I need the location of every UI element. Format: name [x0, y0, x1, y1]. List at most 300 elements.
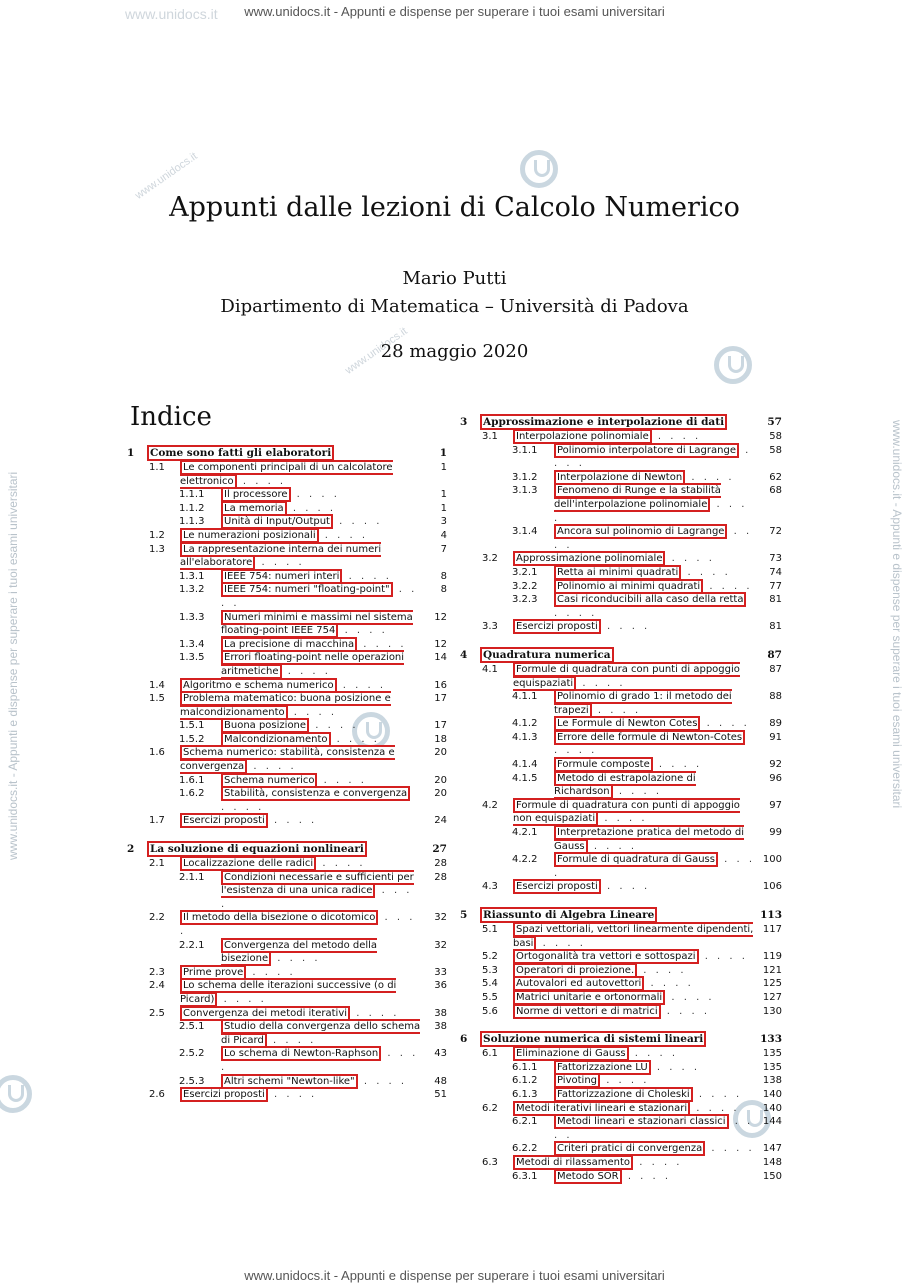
toc-entry-page: 7 [440, 543, 447, 555]
toc-entry[interactable] [127, 515, 447, 529]
toc-entry[interactable] [460, 826, 782, 853]
toc-entry-text-wrapper [221, 611, 421, 638]
toc-entry-text-wrapper [180, 746, 421, 773]
toc-leader-dots: . . . . [598, 813, 648, 825]
toc-entry-number: 4.1 [482, 663, 498, 675]
toc-entry-page: 140 [762, 1102, 782, 1114]
toc-entry-text-wrapper [180, 814, 421, 828]
toc-entry-title[interactable]: Numeri minimi e massimi nel sistema floating-point IEEE 754 [221, 611, 413, 637]
toc-entry[interactable] [460, 923, 782, 950]
toc-leader-dots: . . . . [644, 978, 694, 990]
toc-entry-title[interactable]: Convergenza del metodo della bisezione [221, 939, 378, 965]
toc-leader-dots: . . . . [660, 1005, 711, 1017]
toc-entry-page: 140 [762, 1088, 782, 1100]
toc-entry[interactable] [127, 1075, 447, 1089]
toc-leader-dots: . . . . [698, 951, 748, 963]
toc-entry-page: 81 [769, 594, 782, 606]
toc-entry-page: 28 [434, 858, 447, 870]
toc-entry-text-wrapper [554, 758, 756, 772]
toc-entry-number: 1.6 [149, 747, 165, 759]
toc-entry-title[interactable]: Metodo di estrapolazione di Richardson [554, 772, 696, 798]
toc-entry[interactable] [460, 1156, 782, 1170]
toc-entry-text-wrapper [554, 1074, 756, 1088]
toc-entry-number: 1.1 [149, 462, 165, 473]
toc-entry-title[interactable]: Norme di vettori e di matrici [513, 1004, 661, 1019]
toc-entry-page: 1 [440, 489, 447, 501]
toc-entry-page: 20 [434, 747, 447, 759]
toc-entry-page: 16 [434, 679, 447, 691]
toc-entry[interactable] [460, 1074, 782, 1088]
toc-entry[interactable] [127, 611, 447, 638]
toc-entry-title[interactable]: Malcondizionamento [221, 732, 331, 747]
toc-leader-dots: . . . . [633, 1156, 683, 1168]
toc-entry-title[interactable]: Ancora sul polinomio di Lagrange [554, 524, 727, 539]
toc-entry-title[interactable]: Formule di quadratura con punti di appoggio equispaziati [513, 663, 740, 689]
toc-entry-number: 4.1.3 [512, 731, 538, 743]
toc-entry-text-wrapper [513, 991, 756, 1005]
toc-entry-page: 8 [440, 584, 447, 596]
toc-entry-number: 1.1.3 [179, 516, 205, 528]
toc-entry-number: 2.5 [149, 1007, 165, 1019]
toc-entry-page: 121 [762, 964, 782, 976]
toc-entry-title[interactable]: Localizzazione delle radici [180, 856, 316, 871]
toc-entry-page: 62 [769, 471, 782, 483]
toc-entry-number: 2.1.1 [179, 871, 205, 883]
toc-entry[interactable] [460, 1115, 782, 1142]
toc-entry-page: 36 [434, 980, 447, 992]
toc-entry-text-wrapper [513, 1156, 756, 1170]
toc-entry-number: 3.2.2 [512, 580, 538, 592]
watermark-right-side: www.unidocs.it - Appunti e dispense per superare i tuoi esami universitari [890, 420, 904, 809]
toc-entry-title[interactable]: Operatori di proiezione. [513, 963, 637, 978]
toc-entry-title[interactable]: IEEE 754: numeri "floating-point" [221, 582, 393, 597]
toc-entry-text-wrapper [480, 648, 756, 663]
toc-entry-title[interactable]: Come sono fatti gli elaboratori [147, 445, 334, 461]
toc-entry-title[interactable]: Esercizi proposti [180, 813, 268, 828]
watermark-logo-icon [520, 150, 558, 188]
toc-entry-title[interactable]: Esercizi proposti [513, 879, 601, 894]
toc-leader-dots: . . . . [221, 885, 413, 910]
toc-entry[interactable] [127, 814, 447, 828]
toc-entry-title[interactable]: Prime prove [180, 965, 246, 980]
toc-entry-number: 4.1.5 [512, 772, 538, 784]
toc-entry-number: 3.1.3 [512, 485, 538, 497]
toc-leader-dots: . . . . [700, 718, 750, 730]
toc-entry-title[interactable]: La precisione di macchina [221, 637, 357, 652]
toc-leader-dots: . . . . [309, 720, 359, 732]
toc-entry-number: 5.1 [482, 924, 498, 935]
toc-entry-page: 73 [769, 553, 782, 565]
toc-entry-title[interactable]: Metodi di rilassamento [513, 1155, 633, 1170]
toc-entry-text-wrapper [513, 620, 756, 634]
toc-leader-dots: . . . . [600, 881, 651, 893]
toc-entry[interactable] [460, 1047, 782, 1061]
toc-entry-number: 1.7 [149, 815, 165, 827]
toc-entry[interactable] [460, 690, 782, 717]
toc-entry[interactable] [460, 525, 782, 552]
toc-entry-number: 2.5.1 [179, 1021, 205, 1033]
toc-entry-title[interactable]: La rappresentazione interna dei numeri all'elaboratore [180, 543, 382, 569]
toc-entry[interactable] [127, 583, 447, 610]
toc-leader-dots: . . . . [336, 679, 387, 691]
toc-entry-text-wrapper [513, 1047, 756, 1061]
toc-entry[interactable] [460, 566, 782, 580]
toc-entry-text-wrapper [180, 979, 421, 1006]
toc-entry-page: 96 [769, 772, 782, 784]
toc-entry-number: 2.3 [149, 966, 165, 978]
toc-entry-page: 20 [434, 788, 447, 800]
toc-entry[interactable] [460, 950, 782, 964]
toc-entry-title[interactable]: Unità di Input/Output [221, 514, 333, 529]
toc-entry-title[interactable]: Le Formule di Newton Cotes [554, 716, 700, 731]
toc-entry-page: 38 [434, 1021, 447, 1033]
toc-entry-number: 1.3.2 [179, 584, 205, 596]
author-affiliation: Dipartimento di Matematica – Università di Padova [220, 296, 689, 317]
toc-entry-title[interactable]: Eliminazione di Gauss [513, 1046, 629, 1061]
toc-entry-text-wrapper [513, 663, 756, 690]
toc-leader-dots: . . . . [217, 993, 267, 1005]
toc-entry-title[interactable]: Polinomio ai minimi quadrati [554, 579, 703, 594]
toc-entry-number: 4.2 [482, 799, 498, 811]
toc-entry[interactable] [460, 731, 782, 758]
author-name: Mario Putti [402, 268, 507, 289]
toc-entry-title[interactable]: Pivoting [554, 1073, 600, 1088]
toc-entry[interactable] [127, 842, 447, 857]
toc-entry-page: 148 [762, 1156, 782, 1168]
toc-leader-dots: . . . . [221, 584, 418, 609]
toc-entry-text-wrapper [221, 515, 421, 529]
toc-entry-page: 87 [769, 663, 782, 675]
toc-entry-page: 20 [434, 774, 447, 786]
toc-entry-text-wrapper [513, 799, 756, 826]
toc-entry-number: 3.2.1 [512, 566, 538, 578]
toc-entry[interactable] [460, 991, 782, 1005]
toc-entry[interactable] [127, 787, 447, 814]
toc-entry-text-wrapper [180, 529, 421, 543]
toc-entry-title[interactable]: Formule di quadratura con punti di appoggio non equispaziati [513, 799, 740, 825]
toc-entry-text-wrapper [554, 593, 756, 620]
toc-entry-number: 1.3.3 [179, 611, 205, 623]
toc-entry-number: 1.6.1 [179, 774, 205, 786]
document-date: 28 maggio 2020 [380, 341, 529, 362]
toc-entry-title[interactable]: Casi riconducibili alla caso della retta [554, 592, 746, 607]
toc-entry-text-wrapper [513, 880, 756, 894]
toc-entry[interactable] [127, 719, 447, 733]
toc-entry-page: 1 [439, 447, 447, 459]
toc-leader-dots: . . . . [554, 1116, 754, 1141]
toc-entry[interactable] [460, 1088, 782, 1102]
toc-leader-dots: . . . . [612, 786, 663, 798]
toc-entry-page: 1 [440, 502, 447, 514]
toc-entry-number: 1 [127, 447, 135, 459]
toc-entry[interactable] [460, 1170, 782, 1184]
toc-leader-dots: . . . . [317, 774, 367, 786]
toc-entry-title[interactable]: Esercizi proposti [513, 619, 601, 634]
toc-entry[interactable] [127, 488, 447, 502]
toc-entry-text-wrapper [513, 1005, 756, 1019]
toc-entry[interactable] [460, 908, 782, 923]
toc-entry-number: 2 [127, 843, 135, 856]
toc-entry[interactable] [127, 1020, 447, 1047]
toc-entry-title[interactable]: Problema matematico: buona posizione e malcondizionamento [180, 693, 391, 718]
toc-entry-title[interactable]: Polinomio interpolatore di Lagrange [554, 443, 739, 458]
toc-entry-text-wrapper [554, 1142, 756, 1156]
toc-entry-title[interactable]: Studio della convergenza dello schema di Picard [221, 1021, 421, 1046]
watermark-logo-icon [0, 1075, 32, 1113]
toc-entry[interactable] [460, 1061, 782, 1075]
toc-entry-number: 1.2 [149, 529, 165, 541]
toc-entry[interactable] [127, 446, 447, 461]
toc-entry-title[interactable]: La soluzione di equazioni nonlineari [147, 841, 367, 857]
toc-entry-text-wrapper [180, 911, 421, 938]
toc-entry-title[interactable]: Riassunto di Algebra Lineare [480, 907, 657, 923]
toc-leader-dots: . . . . [665, 991, 715, 1003]
toc-entry-title[interactable]: Criteri pratici di convergenza [554, 1141, 705, 1156]
toc-leader-dots: . . . . [705, 1143, 755, 1155]
toc-entry[interactable] [127, 871, 447, 912]
toc-entry[interactable] [460, 484, 782, 525]
toc-entry[interactable] [460, 663, 782, 690]
toc-entry-number: 2.1 [149, 858, 165, 870]
toc-entry[interactable] [127, 543, 447, 570]
toc-entry-text-wrapper [221, 871, 421, 912]
toc-entry-title[interactable]: Fenomeno di Runge e la stabilità dell'interpolazione polinomiale [554, 485, 721, 510]
toc-entry-text-wrapper [221, 583, 421, 610]
toc-entry-page: 130 [762, 1005, 782, 1017]
toc-entry-number: 1.1.1 [179, 489, 205, 501]
toc-entry-number: 6.2.1 [512, 1116, 538, 1128]
toc-entry-title[interactable]: Interpretazione pratica del metodo di Gauss [554, 827, 744, 852]
toc-entry-title[interactable]: Il metodo della bisezione o dicotomico [180, 910, 378, 925]
toc-entry-title[interactable]: Convergenza dei metodi iterativi [180, 1006, 350, 1021]
toc-entry-title[interactable]: Errori floating-point nelle operazioni aritmetiche [221, 652, 405, 677]
toc-entry-page: 18 [434, 733, 447, 745]
toc-entry-title[interactable]: Altri schemi "Newton-like" [221, 1074, 358, 1089]
toc-entry[interactable] [460, 444, 782, 471]
toc-entry-title[interactable]: Metodi lineari e stazionari classici [554, 1114, 729, 1129]
toc-entry-title[interactable]: Lo schema delle iterazioni successive (o di Picard) [180, 980, 397, 1005]
toc-entry-page: 89 [769, 718, 782, 730]
toc-entry[interactable] [127, 857, 447, 871]
toc-entry-number: 1.6.2 [179, 788, 205, 800]
toc-entry[interactable] [127, 1088, 447, 1102]
toc-entry-page: 17 [434, 693, 447, 705]
toc-leader-dots: . . . . [267, 1089, 318, 1101]
toc-entry-title[interactable]: Stabilità, consistenza e convergenza [221, 786, 410, 801]
toc-entry-title[interactable]: Schema numerico [221, 773, 317, 788]
toc-entry-title[interactable]: Interpolazione polinomiale [513, 429, 652, 444]
toc-entry[interactable] [127, 939, 447, 966]
toc-entry-number: 6.2.2 [512, 1143, 538, 1155]
toc-entry-number: 3 [460, 416, 468, 428]
toc-entry-number: 5.2 [482, 951, 498, 963]
toc-entry-title[interactable]: Le numerazioni posizionali [180, 528, 319, 543]
toc-entry-text-wrapper [554, 566, 756, 580]
toc-entry-title[interactable]: Buona posizione [221, 718, 309, 733]
toc-entry-title[interactable]: Quadratura numerica [480, 647, 614, 663]
toc-entry-page: 14 [434, 652, 447, 664]
toc-entry-text-wrapper [513, 552, 756, 566]
toc-leader-dots: . . . . [221, 801, 265, 813]
toc-leader-dots: . . . . [536, 937, 586, 949]
toc-entry-text-wrapper [180, 692, 421, 719]
toc-entry-title[interactable]: Fattorizzazione LU [554, 1060, 651, 1075]
toc-leader-dots: . . . . [290, 489, 340, 501]
toc-entry-text-wrapper [554, 731, 756, 758]
watermark-ghost: www.unidocs.it [133, 150, 200, 202]
toc-entry[interactable] [460, 1142, 782, 1156]
toc-entry-title[interactable]: Formule di quadratura di Gauss [554, 852, 718, 867]
toc-entry-title[interactable]: Metodo SOR [554, 1169, 622, 1184]
toc-entry[interactable] [460, 620, 782, 634]
toc-entry-title[interactable]: IEEE 754: numeri interi [221, 569, 342, 584]
toc-leader-dots: . . . . [650, 1061, 701, 1073]
toc-entry[interactable] [460, 758, 782, 772]
toc-entry-text-wrapper [554, 1115, 756, 1142]
toc-entry-text-wrapper [221, 719, 421, 733]
toc-entry[interactable] [460, 717, 782, 731]
toc-entry-title[interactable]: Spazi vettoriali, vettori linearmente dipendenti, basi [513, 924, 754, 949]
toc-entry-page: 135 [762, 1061, 782, 1073]
toc-entry-title[interactable]: Polinomio di grado 1: il metodo dei trapezi [554, 691, 732, 716]
toc-leader-dots: . . . . [652, 759, 703, 771]
toc-entry[interactable] [460, 552, 782, 566]
watermark-top: www.unidocs.it - Appunti e dispense per superare i tuoi esami universitari [244, 4, 665, 19]
toc-entry[interactable] [460, 799, 782, 826]
toc-entry-page: 33 [434, 966, 447, 978]
toc-leader-dots: . . . . [316, 858, 366, 870]
toc-entry-page: 51 [434, 1089, 447, 1101]
toc-entry-text-wrapper [147, 842, 421, 857]
toc-entry-title[interactable]: Algoritmo e schema numerico [180, 678, 337, 693]
toc-entry-title[interactable]: Approssimazione e interpolazione di dati [480, 414, 727, 430]
toc-entry-title[interactable]: Fattorizzazione di Choleski [554, 1087, 693, 1102]
toc-entry-text-wrapper [221, 1047, 421, 1074]
toc-entry-text-wrapper [513, 923, 756, 950]
toc-entry-page: 8 [440, 570, 447, 582]
toc-entry[interactable] [460, 772, 782, 799]
toc-entry-text-wrapper [554, 717, 756, 731]
toc-entry[interactable] [460, 1032, 782, 1047]
toc-entry-page: 4 [440, 529, 447, 541]
watermark-ghost: www.unidocs.it [343, 325, 410, 377]
toc-entry[interactable] [127, 651, 447, 678]
toc-entry-page: 117 [762, 924, 782, 935]
toc-entry-title[interactable]: Lo schema di Newton-Raphson [221, 1046, 381, 1061]
toc-entry[interactable] [460, 1005, 782, 1019]
toc-entry-text-wrapper [554, 484, 756, 525]
toc-entry-title[interactable]: Autovalori ed autovettori [513, 976, 644, 991]
toc-entry-number: 5.4 [482, 978, 498, 990]
toc-entry-number: 6.1 [482, 1048, 498, 1060]
toc-entry-number: 3.2.3 [512, 594, 538, 606]
toc-entry[interactable] [460, 648, 782, 663]
toc-entry[interactable] [460, 853, 782, 880]
toc-entry-number: 3.1 [482, 431, 498, 442]
toc-entry-page: 138 [762, 1075, 782, 1087]
toc-leader-dots: . . . . [350, 1007, 400, 1019]
toc-entry-text-wrapper [221, 787, 421, 814]
toc-entry-title[interactable]: Condizioni necessarie e sufficienti per l'esistenza di una unica radice [221, 871, 414, 897]
toc-entry-number: 2.6 [149, 1089, 165, 1101]
toc-entry-page: 77 [769, 580, 782, 592]
toc-leader-dots: . . . . [692, 1088, 743, 1100]
toc-entry[interactable] [127, 461, 447, 488]
toc-entry[interactable] [460, 977, 782, 991]
toc-entry-title[interactable]: Il processore [221, 487, 291, 502]
toc-entry-title[interactable]: Metodi iterativi lineari e stazionari [513, 1101, 690, 1116]
toc-entry[interactable] [127, 979, 447, 1006]
toc-entry-page: 144 [762, 1116, 782, 1128]
toc-entry[interactable] [460, 593, 782, 620]
toc-entry-text-wrapper [180, 461, 421, 488]
toc-entry-title[interactable]: La memoria [221, 501, 287, 516]
toc-entry[interactable] [127, 692, 447, 719]
toc-entry-title[interactable]: Schema numerico: stabilità, consistenza e convergenza [180, 747, 395, 773]
toc-entry-title[interactable]: Esercizi proposti [180, 1087, 268, 1102]
toc-entry-title[interactable]: Approssimazione polinomiale [513, 551, 665, 566]
toc-entry-title[interactable]: Formule composte [554, 757, 653, 772]
toc-leader-dots: . . . . [554, 526, 753, 551]
toc-entry[interactable] [460, 430, 782, 444]
toc-entry-page: 97 [769, 799, 782, 811]
toc-entry-title[interactable]: Retta ai minimi quadrati [554, 565, 681, 580]
toc-entry-text-wrapper [221, 1020, 421, 1047]
toc-entry-title[interactable]: Errore delle formule di Newton-Cotes [554, 730, 745, 745]
toc-entry-number: 1.1.2 [179, 502, 205, 514]
toc-entry-title[interactable]: Le componenti principali di un calcolatore elettronico [180, 462, 393, 487]
watermark-ghost: www.unidocs.it [125, 6, 218, 22]
toc-entry[interactable] [127, 1047, 447, 1074]
document-title: Appunti dalle lezioni di Calcolo Numerico [169, 192, 740, 223]
toc-entry-text-wrapper [180, 543, 421, 570]
toc-leader-dots: . . . . [180, 912, 416, 937]
toc-leader-dots: . . . . [281, 665, 331, 677]
toc-entry[interactable] [127, 746, 447, 773]
toc-entry-page: 12 [434, 611, 447, 623]
toc-entry-text-wrapper [554, 690, 756, 717]
toc-leader-dots: . . . . [255, 557, 305, 569]
toc-entry[interactable] [127, 529, 447, 543]
toc-entry-number: 1.3.5 [179, 652, 205, 664]
toc-leader-dots: . . . . [651, 431, 702, 442]
toc-entry-page: 100 [762, 854, 782, 866]
toc-entry-page: 43 [434, 1048, 447, 1060]
toc-entry[interactable] [460, 880, 782, 894]
toc-entry-text-wrapper [221, 651, 421, 678]
toc-leader-dots: . . . . [554, 498, 748, 524]
toc-leader-dots: . . . . [554, 607, 598, 619]
toc-entry-text-wrapper [180, 1088, 421, 1102]
toc-entry-text-wrapper [147, 446, 421, 461]
toc-entry-page: 74 [769, 566, 782, 578]
toc-entry-title[interactable]: Soluzione numerica di sistemi lineari [480, 1031, 706, 1047]
toc-heading: Indice [130, 402, 212, 432]
toc-leader-dots: . . . . [338, 625, 388, 637]
toc-entry-title[interactable]: Interpolazione di Newton [554, 470, 685, 485]
toc-entry-number: 4 [460, 648, 468, 661]
toc-leader-dots: . . . . [600, 621, 651, 633]
toc-leader-dots: . . . . [681, 566, 731, 578]
toc-leader-dots: . . . . [246, 966, 296, 978]
toc-entry-page: 92 [769, 759, 782, 771]
toc-entry[interactable] [127, 911, 447, 938]
toc-leader-dots: . . . . [286, 502, 337, 514]
toc-entry-title[interactable]: Matrici unitarie e ortonormali [513, 990, 665, 1005]
toc-leader-dots: . . . . [266, 1034, 317, 1046]
toc-entry-title[interactable]: Ortogonalità tra vettori e sottospazi [513, 949, 699, 964]
toc-entry[interactable] [460, 415, 782, 430]
